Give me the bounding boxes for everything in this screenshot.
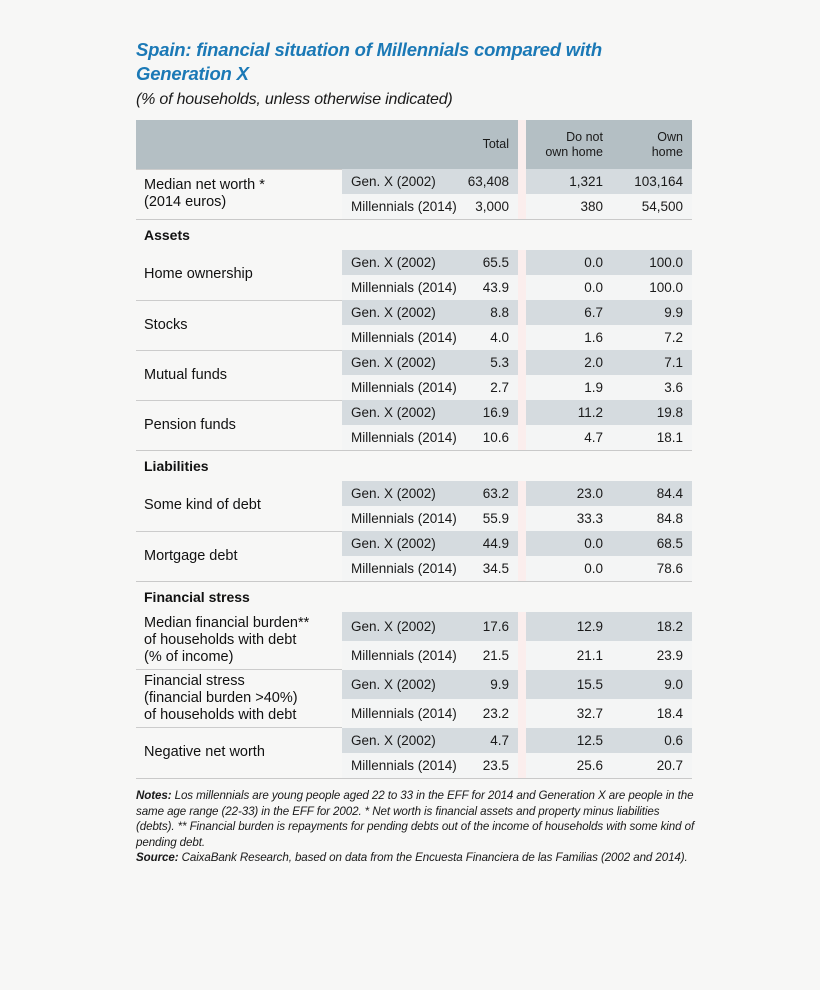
cohort-label: Millennials (2014): [342, 325, 456, 350]
value-own-home: 100.0: [612, 275, 692, 300]
row-label-line: Pension funds: [144, 416, 236, 433]
row-label-line: Financial stress: [144, 673, 245, 689]
column-gap: [518, 400, 526, 425]
column-gap: [518, 531, 526, 556]
column-gap: [518, 481, 526, 506]
value-own-home: 18.1: [612, 425, 692, 451]
table-bottom-rule: [136, 778, 692, 779]
table-row: [136, 481, 692, 506]
bottom-rule: [136, 778, 692, 779]
value-own-home: 100.0: [612, 250, 692, 275]
value-own-home: 84.8: [612, 506, 692, 531]
cohort-label: Gen. X (2002): [342, 300, 456, 325]
column-gap: [518, 425, 526, 451]
table-row: [136, 350, 692, 375]
table-row: [136, 169, 692, 194]
value-total: 63,408: [456, 169, 518, 194]
row-label: [136, 670, 342, 728]
cohort-label: Millennials (2014): [342, 753, 456, 779]
value-own-home: 54,500: [612, 194, 692, 220]
value-do-not-own-home: 4.7: [526, 425, 612, 451]
value-total: 5.3: [456, 350, 518, 375]
value-do-not-own-home: 0.0: [526, 250, 612, 275]
column-gap: [518, 194, 526, 220]
cohort-label: Millennials (2014): [342, 275, 456, 300]
value-total: 8.8: [456, 300, 518, 325]
value-do-not-own-home: 0.0: [526, 531, 612, 556]
row-label: [136, 481, 342, 531]
value-total: 10.6: [456, 425, 518, 451]
cohort-label: Millennials (2014): [342, 556, 456, 582]
value-total: 63.2: [456, 481, 518, 506]
row-label: [136, 612, 342, 670]
page-subtitle: (% of households, unless otherwise indicated): [136, 91, 453, 108]
column-gap: [518, 300, 526, 325]
cohort-label: Millennials (2014): [342, 641, 456, 670]
row-label-line: (financial burden >40%): [144, 690, 298, 706]
header-row: [136, 120, 692, 169]
value-total: 44.9: [456, 531, 518, 556]
value-do-not-own-home: 12.5: [526, 728, 612, 753]
column-gap: [518, 641, 526, 670]
row-label: [136, 300, 342, 350]
notes-label: Notes:: [136, 789, 172, 802]
header-oh-line2: home: [651, 144, 683, 159]
header-oh-line1: Own: [657, 129, 683, 144]
notes-text: Los millennials are young people aged 22 to 33 in the EFF for 2014 and Generation X are people in the same age range (22-33) in the EFF for 2002. * Net worth is financial assets and property minus liabilities (debts). ** Financial burden is repayments for pending debts out of the income of households with some kind of pending debt.: [136, 789, 695, 849]
value-do-not-own-home: 32.7: [526, 699, 612, 728]
column-gap: [518, 699, 526, 728]
value-do-not-own-home: 12.9: [526, 612, 612, 641]
cohort-label: Gen. X (2002): [342, 670, 456, 699]
row-label-line: Negative net worth: [144, 744, 265, 761]
source-text: CaixaBank Research, based on data from the Encuesta Financiera de las Familias (2002 and 2014).: [178, 851, 688, 864]
table-row: [136, 612, 692, 641]
value-total: 23.5: [456, 753, 518, 779]
value-own-home: 20.7: [612, 753, 692, 779]
cohort-label: Millennials (2014): [342, 375, 456, 400]
value-do-not-own-home: 1,321: [526, 169, 612, 194]
row-label: [136, 728, 342, 779]
column-gap: [518, 375, 526, 400]
value-own-home: 18.4: [612, 699, 692, 728]
column-gap: [518, 275, 526, 300]
section-header-label: Assets: [136, 220, 692, 251]
value-own-home: 23.9: [612, 641, 692, 670]
table-body: [136, 169, 692, 779]
section-header-row: [136, 220, 692, 251]
cohort-label: Gen. X (2002): [342, 531, 456, 556]
row-label: [136, 400, 342, 451]
table-row: [136, 531, 692, 556]
value-own-home: 9.9: [612, 300, 692, 325]
header-dnoh-line2: own home: [545, 144, 603, 159]
row-label-line: (% of income): [144, 649, 234, 665]
cohort-label: Millennials (2014): [342, 699, 456, 728]
column-gap: [518, 670, 526, 699]
table-row: [136, 670, 692, 699]
section-header-row: [136, 582, 692, 613]
header-cohort-spacer: [342, 120, 456, 169]
value-total: 34.5: [456, 556, 518, 582]
cohort-label: Gen. X (2002): [342, 169, 456, 194]
row-label-line: of households with debt: [144, 632, 297, 648]
column-gap: [518, 350, 526, 375]
section-header-label: Liabilities: [136, 451, 692, 482]
table-row: [136, 300, 692, 325]
value-total: 16.9: [456, 400, 518, 425]
cohort-label: Millennials (2014): [342, 506, 456, 531]
column-gap: [518, 169, 526, 194]
value-total: 65.5: [456, 250, 518, 275]
value-total: 43.9: [456, 275, 518, 300]
value-total: 3,000: [456, 194, 518, 220]
value-own-home: 103,164: [612, 169, 692, 194]
column-gap: [518, 250, 526, 275]
column-header-do-not-own-home: [526, 120, 612, 169]
column-gap: [518, 728, 526, 753]
header-gap: [518, 120, 526, 169]
table-row: [136, 250, 692, 275]
header-label-spacer: [136, 120, 342, 169]
value-own-home: 7.1: [612, 350, 692, 375]
value-total: 4.7: [456, 728, 518, 753]
value-total: 23.2: [456, 699, 518, 728]
value-own-home: 84.4: [612, 481, 692, 506]
column-gap: [518, 753, 526, 779]
row-label-line: Home ownership: [144, 266, 253, 283]
column-gap: [518, 612, 526, 641]
header-dnoh-line1: Do not: [566, 129, 603, 144]
value-do-not-own-home: 23.0: [526, 481, 612, 506]
value-own-home: 0.6: [612, 728, 692, 753]
value-do-not-own-home: 21.1: [526, 641, 612, 670]
value-do-not-own-home: 6.7: [526, 300, 612, 325]
value-do-not-own-home: 2.0: [526, 350, 612, 375]
value-total: 21.5: [456, 641, 518, 670]
value-do-not-own-home: 380: [526, 194, 612, 220]
financial-table: [136, 120, 692, 779]
source-label: Source:: [136, 851, 179, 864]
row-label: [136, 169, 342, 220]
footer-notes: [136, 788, 696, 866]
cohort-label: Millennials (2014): [342, 425, 456, 451]
value-own-home: 7.2: [612, 325, 692, 350]
row-label: [136, 250, 342, 300]
row-label-line: (2014 euros): [144, 194, 227, 211]
column-gap: [518, 556, 526, 582]
row-label-line: Median net worth *: [144, 177, 265, 194]
column-header-own-home: [612, 120, 692, 169]
row-label: [136, 350, 342, 400]
value-own-home: 3.6: [612, 375, 692, 400]
cohort-label: Gen. X (2002): [342, 728, 456, 753]
value-do-not-own-home: 11.2: [526, 400, 612, 425]
row-label: [136, 531, 342, 582]
value-total: 2.7: [456, 375, 518, 400]
value-do-not-own-home: 25.6: [526, 753, 612, 779]
value-do-not-own-home: 0.0: [526, 275, 612, 300]
value-own-home: 68.5: [612, 531, 692, 556]
value-do-not-own-home: 15.5: [526, 670, 612, 699]
row-label-line: Mutual funds: [144, 366, 228, 383]
cohort-label: Gen. X (2002): [342, 350, 456, 375]
table-row: [136, 400, 692, 425]
cohort-label: Gen. X (2002): [342, 481, 456, 506]
row-label-line: of households with debt: [144, 707, 297, 723]
cohort-label: Gen. X (2002): [342, 612, 456, 641]
row-label-line: Stocks: [144, 316, 188, 333]
table-header: [136, 120, 692, 169]
value-do-not-own-home: 33.3: [526, 506, 612, 531]
row-label-line: Median financial burden**: [144, 615, 310, 631]
cohort-label: Gen. X (2002): [342, 400, 456, 425]
value-own-home: 9.0: [612, 670, 692, 699]
value-total: 55.9: [456, 506, 518, 531]
value-own-home: 19.8: [612, 400, 692, 425]
value-do-not-own-home: 1.6: [526, 325, 612, 350]
value-total: 17.6: [456, 612, 518, 641]
section-header-row: [136, 451, 692, 482]
value-total: 9.9: [456, 670, 518, 699]
table-row: [136, 728, 692, 753]
column-gap: [518, 325, 526, 350]
column-header-total: Total: [456, 120, 518, 169]
cohort-label: Gen. X (2002): [342, 250, 456, 275]
cohort-label: Millennials (2014): [342, 194, 456, 220]
column-gap: [518, 506, 526, 531]
page-title: Spain: financial situation of Millennials compared with Generation X: [136, 39, 602, 84]
value-total: 4.0: [456, 325, 518, 350]
row-label-line: Some kind of debt: [144, 497, 261, 514]
value-own-home: 78.6: [612, 556, 692, 582]
value-do-not-own-home: 1.9: [526, 375, 612, 400]
value-own-home: 18.2: [612, 612, 692, 641]
row-label-line: Mortgage debt: [144, 547, 238, 564]
section-header-label: Financial stress: [136, 582, 692, 613]
value-do-not-own-home: 0.0: [526, 556, 612, 582]
